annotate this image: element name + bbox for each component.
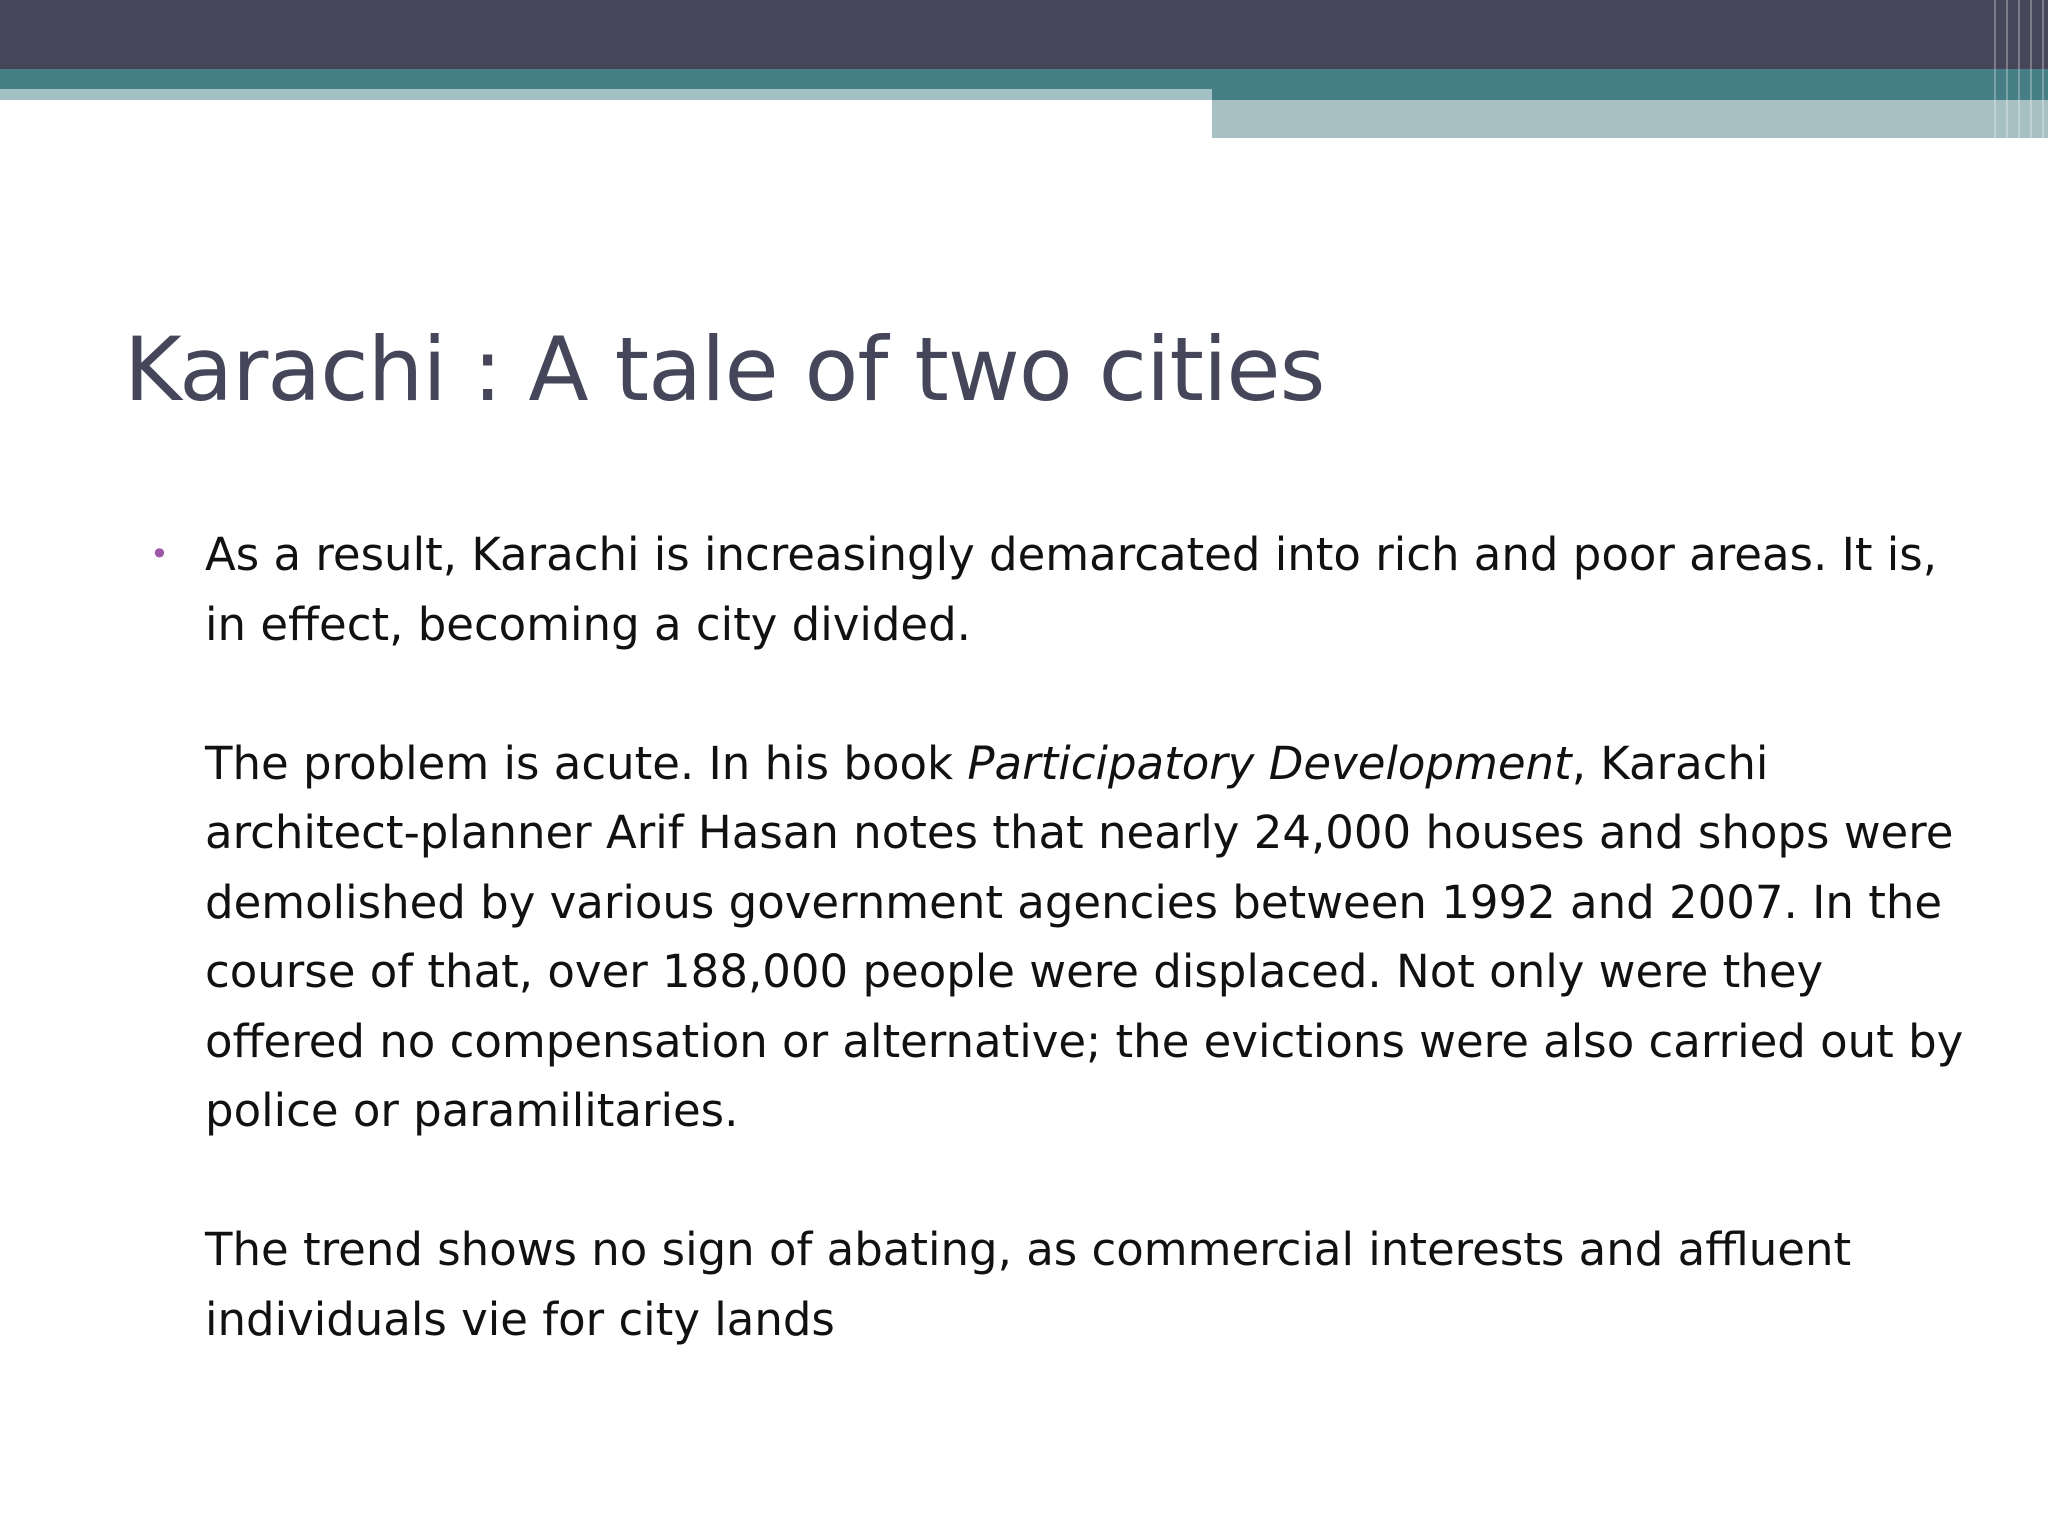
header-bar-dark xyxy=(0,0,2048,69)
header-bar-teal-right xyxy=(1212,69,2048,100)
header-edge-stripes xyxy=(1988,0,2048,138)
paragraph-2-intro: The problem is acute. In his book xyxy=(205,736,968,790)
slide-title: Karachi : A tale of two cities xyxy=(124,318,1325,421)
paragraph-3: The trend shows no sign of abating, as commercial interests and affluent individuals vie for city lands xyxy=(205,1223,1852,1346)
bullet-dot-icon: • xyxy=(150,535,169,573)
paragraph-2-rest: , Karachi architect-planner Arif Hasan notes that nearly 24,000 houses and shops were demolished by various government agencies between 1992 and 2007. In the course of that, over 188,000 people were displaced. Not only were they offered no compensation or alternative; the evictions were also carried out by police or paramilitaries. xyxy=(205,736,1964,1137)
paragraph-2 xyxy=(205,729,1965,1146)
header-bar-light-left xyxy=(0,89,1212,100)
slide-body xyxy=(150,520,1965,1354)
header-bar-teal-left xyxy=(0,69,1212,89)
paragraph-1: As a result, Karachi is increasingly demarcated into rich and poor areas. It is, in effect, becoming a city divided. xyxy=(205,528,1938,651)
book-title: Participatory Development xyxy=(967,736,1572,790)
header-bar-light-right xyxy=(1212,100,2048,138)
